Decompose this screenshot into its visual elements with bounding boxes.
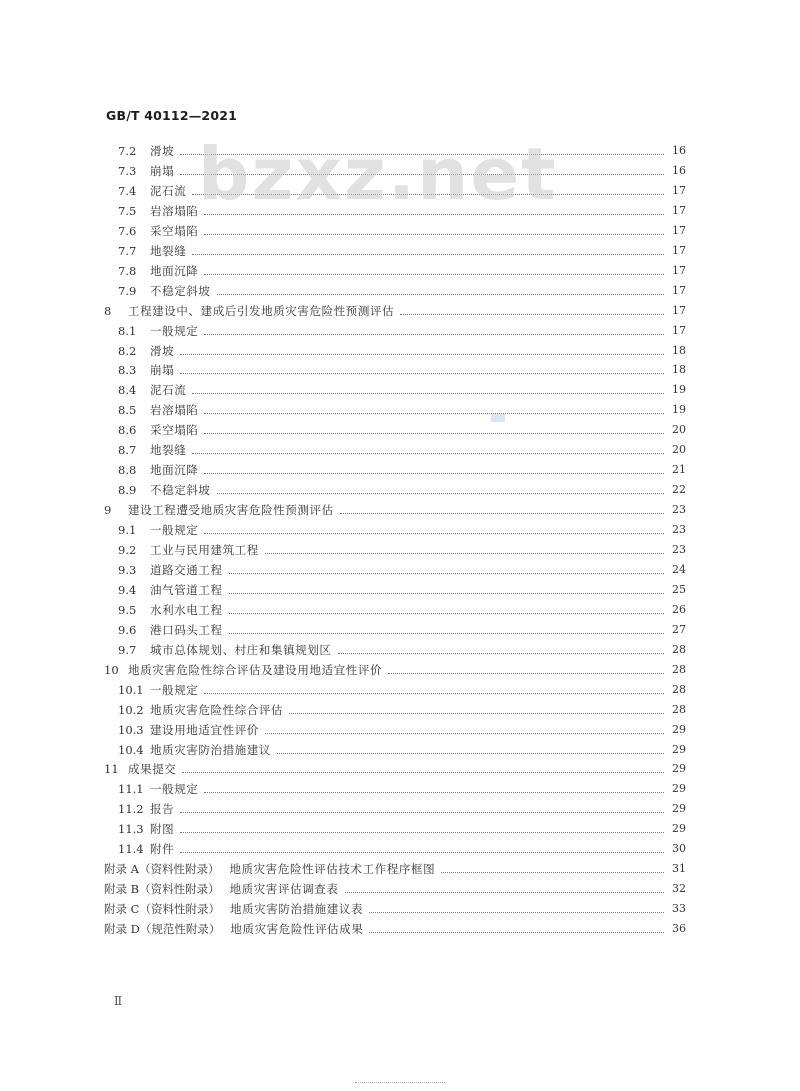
- toc-entry-number: 10.1: [118, 682, 144, 697]
- watermark: bzxz.net: [198, 132, 558, 216]
- toc-entry-title: 附件: [150, 842, 175, 857]
- toc-entry-number: 附录 A（资料性附录）: [104, 862, 220, 877]
- page-number: Ⅱ: [114, 994, 123, 1008]
- toc-leader-dots: [192, 193, 664, 195]
- toc-entry-number: 8.3: [118, 363, 137, 378]
- toc-entry[interactable]: [118, 799, 686, 819]
- toc-entry-title: 滑坡: [150, 144, 175, 158]
- toc-entry-page: 29: [672, 822, 686, 836]
- toc-entry-page: 29: [672, 722, 686, 736]
- toc-entry-title: 地质灾害危险性评估技术工作程序框图: [229, 862, 436, 877]
- toc-entry-page: 28: [672, 702, 686, 716]
- toc-entry[interactable]: [104, 899, 686, 919]
- toc-entry-page: 17: [672, 283, 686, 297]
- toc-entry[interactable]: [118, 161, 686, 181]
- toc-entry-page: 26: [672, 602, 686, 616]
- toc-entry-page: 29: [672, 802, 686, 816]
- toc-entry-number: 7.5: [118, 203, 137, 218]
- toc-entry-page: 21: [672, 463, 686, 477]
- toc-entry-number: 7.8: [118, 263, 137, 278]
- toc-leader-dots: [204, 432, 664, 434]
- toc-leader-dots: [229, 612, 664, 614]
- toc-entry-title: 泥石流: [150, 383, 187, 398]
- toc-leader-dots: [204, 532, 664, 534]
- toc-entry[interactable]: [118, 819, 686, 839]
- toc-leader-dots: [204, 412, 664, 414]
- toc-leader-dots: [180, 372, 664, 374]
- toc-entry-number: 11.4: [118, 842, 144, 857]
- toc-entry-page: 36: [672, 922, 686, 936]
- toc-leader-dots: [180, 811, 664, 813]
- toc-entry-title: 采空塌陷: [150, 223, 199, 238]
- toc-entry-number: 11.2: [118, 802, 144, 817]
- toc-entry-title: 泥石流: [150, 183, 187, 198]
- toc-leader-dots: [369, 931, 664, 933]
- toc-entry-title: 道路交通工程: [150, 562, 223, 577]
- toc-entry-title: 不稳定斜坡: [150, 483, 211, 498]
- toc-entry-title: 水利水电工程: [150, 602, 223, 617]
- toc-entry-number: 11.1: [118, 782, 144, 797]
- toc-entry-number: 9.4: [118, 582, 137, 597]
- toc-entry[interactable]: [118, 360, 686, 380]
- toc-entry[interactable]: [118, 141, 686, 161]
- toc-entry-page: 24: [672, 562, 686, 576]
- toc-entry-page: 18: [672, 363, 686, 377]
- toc-leader-dots: [265, 732, 664, 734]
- toc-entry-page: 17: [672, 303, 686, 317]
- toc-leader-dots: [192, 253, 664, 255]
- toc-entry[interactable]: [104, 500, 686, 520]
- toc-entry-title: 地质灾害防治措施建议: [150, 742, 271, 757]
- toc-entry-number: 9.7: [118, 642, 137, 657]
- toc-entry-number: 7.4: [118, 183, 137, 198]
- toc-entry[interactable]: [104, 759, 686, 779]
- toc-entry-page: 19: [672, 403, 686, 417]
- toc-entry-number: 8.9: [118, 483, 137, 498]
- toc-entry-title: 地质灾害防治措施建议表: [229, 902, 364, 917]
- toc-entry[interactable]: [104, 301, 686, 321]
- toc-entry[interactable]: [118, 720, 686, 740]
- toc-leader-dots: [289, 712, 664, 714]
- toc-entry-title: 崩塌: [150, 163, 175, 178]
- toc-leader-dots: [180, 831, 664, 833]
- toc-entry-title: 地质灾害危险性综合评估及建设用地适宜性评价: [128, 662, 383, 677]
- toc-entry[interactable]: [118, 620, 686, 640]
- toc-entry[interactable]: [118, 460, 686, 480]
- toc-entry[interactable]: [118, 321, 686, 341]
- toc-entry-number: 8.4: [118, 383, 137, 398]
- toc-entry-page: 18: [672, 343, 686, 357]
- toc-entry-title: 建设用地适宜性评价: [150, 722, 259, 737]
- toc-entry[interactable]: [118, 839, 686, 859]
- toc-entry-title: 地面沉降: [150, 463, 199, 478]
- toc-leader-dots: [204, 692, 664, 694]
- toc-entry-number: 8.6: [118, 423, 137, 438]
- toc-entry-page: 31: [672, 862, 686, 876]
- toc-entry-title: 地质灾害危险性综合评估: [150, 702, 284, 717]
- toc-entry-title: 不稳定斜坡: [150, 283, 211, 298]
- toc-entry-number: 9.2: [118, 543, 137, 557]
- toc-entry[interactable]: [118, 560, 686, 580]
- toc-leader-dots: [204, 791, 664, 793]
- toc-leader-dots: [180, 353, 664, 355]
- toc-entry[interactable]: [118, 580, 686, 600]
- toc-leader-dots: [338, 652, 665, 654]
- toc-entry-page: 16: [672, 163, 686, 177]
- toc-entry[interactable]: [118, 241, 686, 261]
- toc-entry-number: 10: [104, 662, 119, 677]
- toc-leader-dots: [192, 452, 664, 454]
- toc-entry-page: 17: [672, 243, 686, 257]
- toc-entry-title: 一般规定: [150, 682, 199, 697]
- toc-entry[interactable]: [118, 779, 686, 799]
- toc-entry-title: 港口码头工程: [150, 622, 223, 637]
- toc-leader-dots: [180, 173, 664, 175]
- toc-entry-title: 地裂缝: [150, 243, 187, 258]
- toc-entry[interactable]: [118, 700, 686, 720]
- toc-entry-number: 7.3: [118, 163, 137, 178]
- toc-entry-title: 一般规定: [150, 323, 199, 338]
- toc-entry[interactable]: [118, 420, 686, 440]
- toc-entry-page: 23: [672, 503, 686, 517]
- toc-entry-title: 城市总体规划、村庄和集镇规划区: [150, 642, 332, 657]
- toc-entry-page: 30: [672, 842, 686, 856]
- toc-leader-dots: [340, 512, 664, 514]
- toc-entry[interactable]: [118, 480, 686, 500]
- toc-entry-page: 23: [672, 543, 686, 556]
- toc-leader-dots: [441, 871, 664, 873]
- toc-entry-number: 8.7: [118, 443, 137, 458]
- toc-entry-number: 7.7: [118, 243, 137, 258]
- toc-entry-page: 16: [672, 144, 686, 157]
- toc-entry-title: 地质灾害评估调查表: [229, 882, 339, 897]
- toc-entry-number: 附录 C（资料性附录）: [104, 902, 220, 917]
- toc-leader-dots: [388, 672, 664, 674]
- toc-leader-dots: [400, 313, 664, 315]
- toc-leader-dots: [265, 552, 664, 554]
- toc-entry-title: 成果提交: [128, 762, 177, 777]
- toc-entry-number: 8.8: [118, 463, 137, 478]
- toc-entry-page: 29: [672, 742, 686, 756]
- toc-entry[interactable]: [118, 281, 686, 301]
- toc-entry[interactable]: [118, 380, 686, 400]
- toc-entry-title: 一般规定: [150, 523, 199, 538]
- toc-leader-dots: [345, 891, 664, 893]
- toc-entry-page: 25: [672, 582, 686, 596]
- toc-leader-dots: [204, 472, 664, 474]
- toc-entry-number: 附录 B（资料性附录）: [104, 882, 220, 897]
- toc-entry[interactable]: [118, 600, 686, 620]
- toc-entry[interactable]: [118, 261, 686, 281]
- toc-entry-title: 工程建设中、建成后引发地质灾害危险性预测评估: [128, 303, 395, 318]
- toc-entry-number: 9.6: [118, 622, 137, 637]
- toc-entry-number: 10.3: [118, 722, 144, 737]
- toc-entry-number: 7.9: [118, 283, 137, 298]
- toc-entry-title: 建设工程遭受地质灾害危险性预测评估: [128, 503, 334, 518]
- toc-entry-title: 工业与民用建筑工程: [150, 543, 259, 557]
- toc-entry-title: 一般规定: [150, 782, 199, 797]
- toc-leader-dots: [204, 333, 664, 335]
- toc-entry-number: 8: [104, 303, 112, 318]
- toc-entry[interactable]: [118, 201, 686, 221]
- bottom-edge-mark: [355, 1082, 445, 1087]
- toc-entry[interactable]: [104, 660, 686, 680]
- toc-entry-page: 28: [672, 642, 686, 656]
- toc-entry[interactable]: [104, 859, 686, 879]
- toc-entry-page: 20: [672, 423, 686, 437]
- toc-entry-title: 岩溶塌陷: [150, 203, 199, 218]
- toc-leader-dots: [229, 572, 664, 574]
- toc-entry-number: 9.3: [118, 562, 137, 577]
- toc-entry[interactable]: [118, 440, 686, 460]
- toc-leader-dots: [277, 752, 664, 754]
- toc-entry-number: 8.2: [118, 343, 137, 358]
- toc-entry-page: 29: [672, 762, 686, 776]
- toc-leader-dots: [217, 293, 665, 295]
- toc-entry-page: 17: [672, 223, 686, 237]
- standard-code: GB/T 40112—2021: [106, 108, 238, 123]
- toc-entry-title: 附图: [150, 822, 175, 837]
- toc-entry-title: 油气管道工程: [150, 582, 223, 597]
- toc-entry-title: 地裂缝: [150, 443, 187, 458]
- toc-entry-page: 32: [672, 882, 686, 896]
- toc-entry[interactable]: [118, 221, 686, 241]
- toc-entry[interactable]: [118, 400, 686, 420]
- toc-entry-number: 10.4: [118, 742, 144, 757]
- toc-entry-page: 27: [672, 622, 686, 636]
- toc-leader-dots: [180, 153, 664, 155]
- toc-entry-page: 17: [672, 323, 686, 337]
- toc-leader-dots: [204, 213, 664, 215]
- toc-entry-number: 附录 D（规范性附录）: [104, 922, 221, 937]
- toc-entry-page: 28: [672, 662, 686, 676]
- toc-entry-number: 9: [104, 503, 112, 518]
- toc-entry-page: 29: [672, 782, 686, 796]
- toc-entry-title: 报告: [150, 802, 175, 817]
- toc-entry-number: 11: [104, 762, 119, 777]
- toc-entry-number: 9.1: [118, 523, 137, 538]
- toc-entry-page: 17: [672, 203, 686, 217]
- toc-entry[interactable]: [104, 879, 686, 899]
- toc-leader-dots: [369, 911, 664, 913]
- toc-entry-number: 8.1: [118, 323, 137, 338]
- toc-leader-dots: [204, 233, 664, 235]
- toc-entry-page: 17: [672, 263, 686, 277]
- toc-leader-dots: [229, 592, 664, 594]
- toc-entry[interactable]: [118, 520, 686, 540]
- toc-entry-page: 23: [672, 523, 686, 537]
- toc-entry-title: 滑坡: [150, 343, 175, 358]
- toc-leader-dots: [204, 273, 664, 275]
- toc-entry-number: 11.3: [118, 822, 144, 837]
- toc-entry[interactable]: [118, 540, 686, 560]
- toc-entry-number: 7.6: [118, 223, 137, 238]
- toc-entry-title: 岩溶塌陷: [150, 403, 199, 418]
- toc-entry-page: 19: [672, 383, 686, 397]
- toc-entry-title: 地面沉降: [150, 263, 199, 278]
- toc-leader-dots: [229, 632, 664, 634]
- toc-entry[interactable]: [118, 181, 686, 201]
- toc-leader-dots: [192, 392, 664, 394]
- toc-entry[interactable]: [104, 919, 686, 939]
- toc-entry-number: 9.5: [118, 602, 137, 617]
- toc-entry-number: 7.2: [118, 144, 137, 158]
- toc-leader-dots: [182, 771, 664, 773]
- toc-entry-page: 20: [672, 443, 686, 457]
- toc-entry-page: 33: [672, 902, 686, 916]
- toc-entry[interactable]: [118, 640, 686, 660]
- toc-leader-dots: [217, 492, 665, 494]
- toc-entry-page: 17: [672, 183, 686, 197]
- toc-entry-title: 地质灾害危险性评估成果: [230, 922, 364, 937]
- toc-entry[interactable]: [118, 680, 686, 700]
- toc-entry-number: 10.2: [118, 702, 144, 717]
- toc-entry-page: 28: [672, 682, 686, 696]
- toc-entry-page: 22: [672, 483, 686, 497]
- toc-entry[interactable]: [118, 740, 686, 760]
- toc-leader-dots: [180, 851, 664, 853]
- toc-entry-number: 8.5: [118, 403, 137, 418]
- toc-entry-title: 崩塌: [150, 363, 175, 378]
- toc-entry-title: 采空塌陷: [150, 423, 199, 438]
- toc-entry[interactable]: [118, 341, 686, 361]
